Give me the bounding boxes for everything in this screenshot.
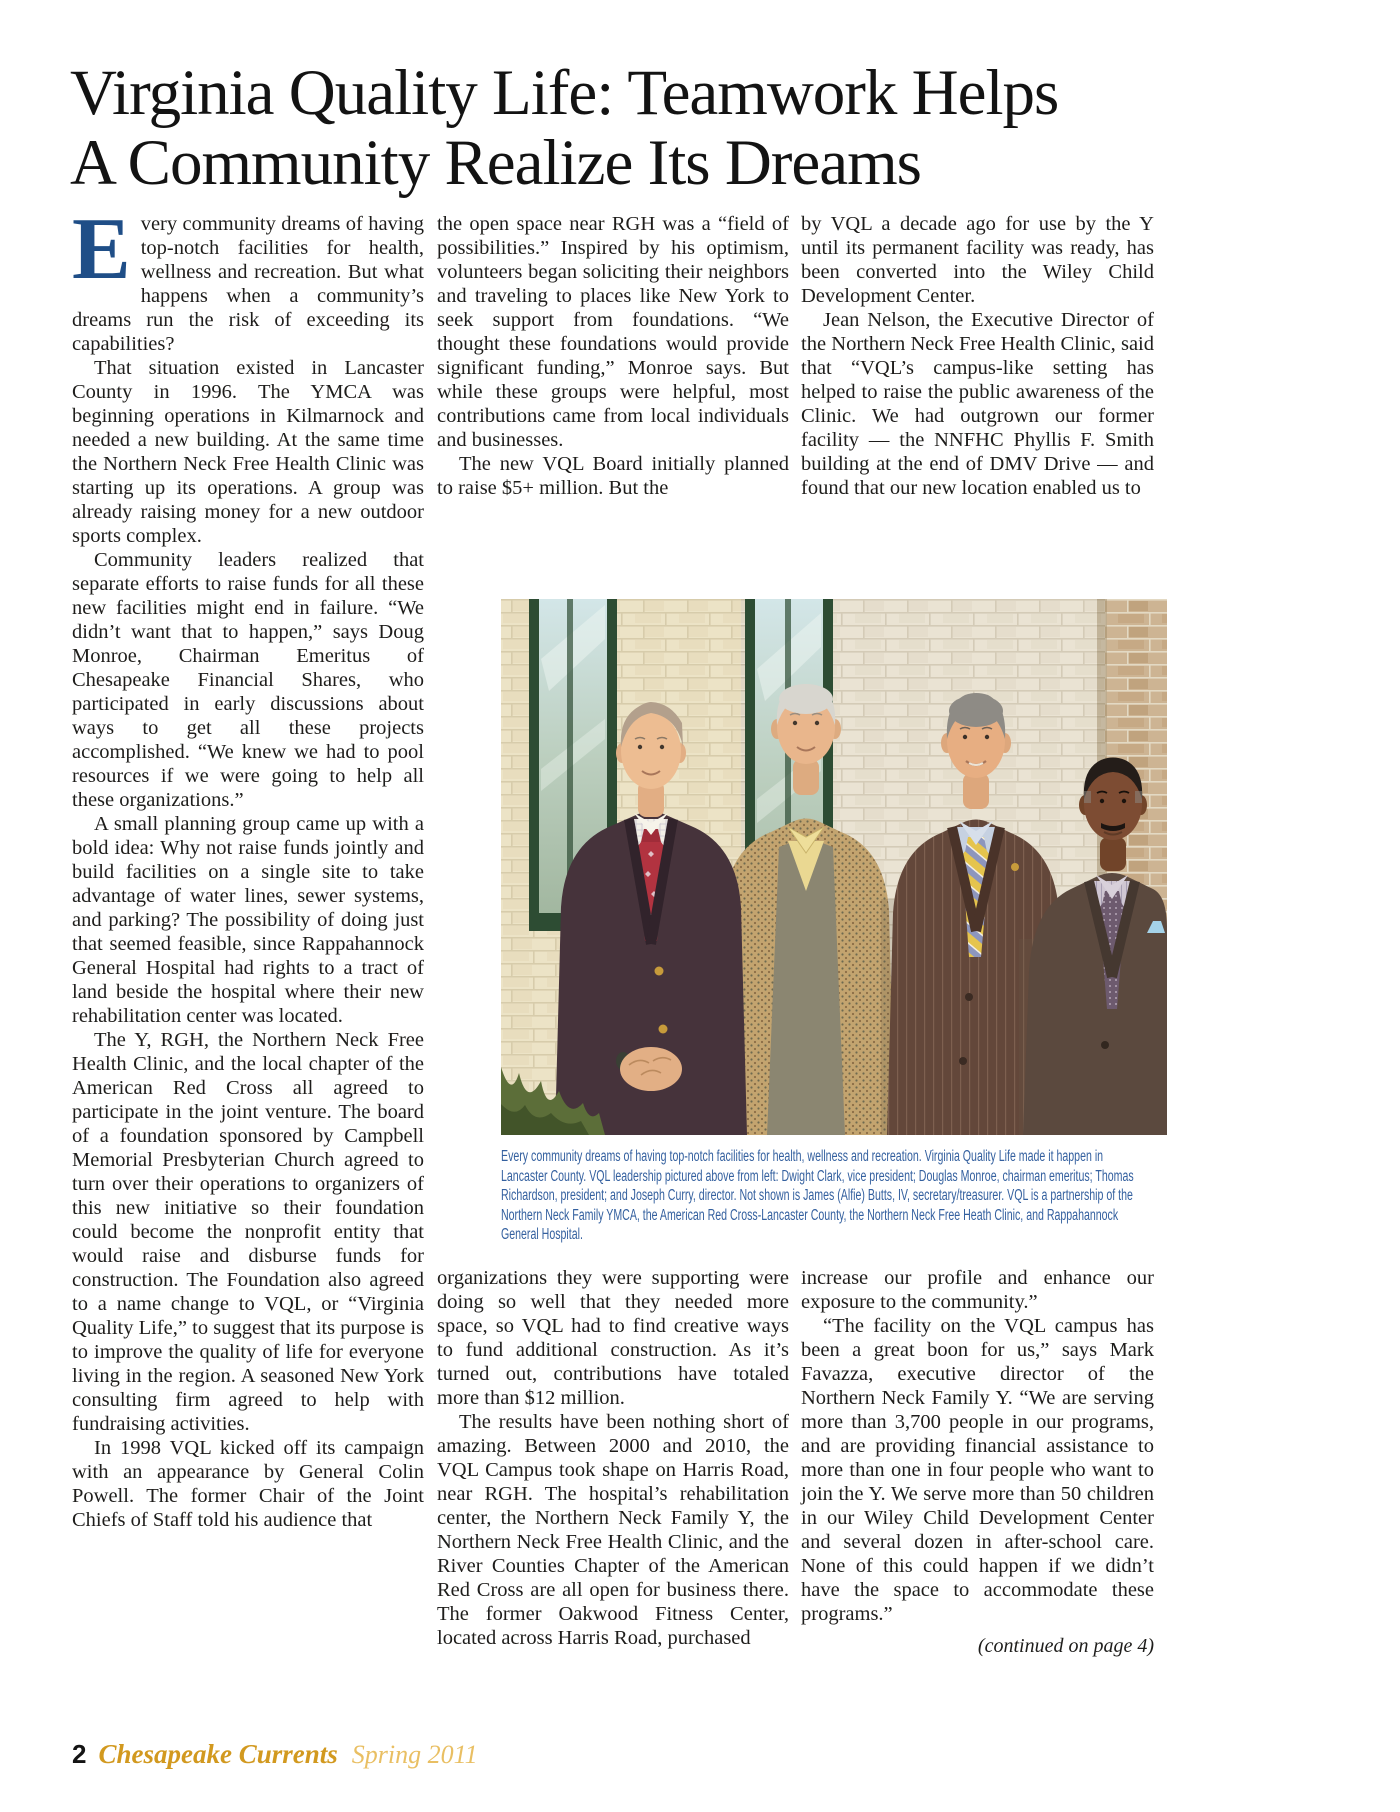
paragraph: increase our profile and enhance our exposure to the community.” [801,1267,1154,1313]
publication-name: Chesapeake Currents [98,1739,338,1769]
paragraph: That situation existed in Lancaster County in 1996. The YMCA was beginning operations in Kilmarnock and needed a new building. At the same time the Northern Neck Free Health Clinic was starting up its operations. A group was already raising money for a new outdoor sports complex. [72,357,424,547]
page-footer [72,1739,478,1770]
paragraph: The new VQL Board initially planned to raise $5+ million. But the [437,453,789,499]
paragraph: The results have been nothing short of amazing. Between 2000 and 2010, the VQL Campus took shape on Harris Road, near RGH. The hospital’s rehabilitation center, the Northern Neck Family Y, the Northern Neck Free Health Clinic, and the River Counties Chapter of the American Red Cross are all open for business there. The former Oakwood Fitness Center, located across Harris Road, purchased [437,1411,789,1649]
leadership-photo [501,599,1167,1135]
title-line-1: Virginia Quality Life: Teamwork Helps [70,57,1059,129]
paragraph: organizations they were supporting were doing so well that they needed more space, so VQL had to find creative ways to fund additional construction. As it’s turned out, contributions have totaled more than $12 million. [437,1267,789,1409]
title-line-2: A Community Realize Its Dreams [70,127,921,199]
paragraph: A small planning group came up with a bold idea: Why not raise funds jointly and build facilities on a single site to take advantage of water lines, sewer systems, and parking? The possibility of doing just that seemed feasible, since Rappahannock General Hospital had rights to a tract of land beside the hospital where their new rehabilitation center was located. [72,813,424,1027]
article-column-2-bottom [437,1266,789,1650]
photo-caption: Every community dreams of having top-notch facilities for health, wellness and recreation. Virginia Quality Life made it happen in Lancaster County. VQL leadership pictured above from left: Dwight Clark, vice president; Douglas Monroe, chairman emeritus; Thomas Richardson, president; and Joseph Curry, director. Not shown is James (Alfie) Butts, IV, secretary/treasurer. VQL is a partnership of the Northern Neck Family YMCA, the American Red Cross-Lancaster County, the Northern Neck Free Heath Clinic, and Rappahannock General Hospital. [501,1148,1134,1243]
paragraph: Community leaders realized that separate efforts to raise funds for all these new facilities might end in failure. “We didn’t want that to happen,” says Doug Monroe, Chairman Emeritus of Chesapeake Financial Shares, who participated in early discussions about ways to get all these projects accomplished. “We knew we had to pool resources if we were going to help all these organizations.” [72,549,424,811]
drop-cap: E [72,201,131,298]
issue-label: Spring 2011 [351,1740,478,1769]
article-column-1 [72,201,424,1532]
paragraph: In 1998 VQL kicked off its campaign with an appearance by General Colin Powell. The former Chair of the Joint Chiefs of Staff told his audience that [72,1437,424,1531]
paragraph: the open space near RGH was a “field of possibilities.” Inspired by his optimism, volunteers began soliciting their neighbors and traveling to places like New York to seek support from foundations. “We thought these foundations would provide significant funding,” Monroe says. But while these groups were helpful, most contributions came from local individuals and businesses. [437,213,789,451]
paragraph [72,201,424,356]
page-number: 2 [72,1739,87,1769]
article-column-3-bottom [801,1266,1154,1658]
paragraph-text: very community dreams of having top-notch facilities for health, wellness and recreation. But what happens when a community’s dreams run the risk of exceeding its capabilities? [72,213,424,355]
article-title [70,58,1058,198]
paragraph: The Y, RGH, the Northern Neck Free Health Clinic, and the local chapter of the American Red Cross all agreed to participate in the joint venture. The board of a foundation sponsored by Campbell Memorial Presbyterian Church agreed to turn over their operations to organizers of this new initiative so their foundation could become the nonprofit entity that would raise and disburse funds for construction. The Foundation also agreed to a name change to VQL, or “Virginia Quality Life,” to suggest that its purpose is to improve the quality of life for everyone living in the region. A seasoned New York consulting firm agreed to help with fundraising activities. [72,1029,424,1435]
article-column-3-top [801,212,1154,500]
paragraph: Jean Nelson, the Executive Director of the Northern Neck Free Health Clinic, said that “VQL’s campus-like setting has helped to raise the public awareness of the Clinic. We had outgrown our former facility — the NNFHC Phyllis F. Smith building at the end of DMV Drive — and found that our new location enabled us to [801,309,1154,499]
paragraph: by VQL a decade ago for use by the Y until its permanent facility was ready, has been converted into the Wiley Child Development Center. [801,213,1154,307]
continued-note: (continued on page 4) [977,1635,1154,1657]
paragraph: “The facility on the VQL campus has been a great boon for us,” says Mark Favazza, executive director of the Northern Neck Family Y. “We are serving more than 3,700 people in our programs, and are providing financial assistance to more than one in four people who want to join the Y. We serve more than 50 children in our Wiley Child Development Center and several dozen in after-school care. None of this could happen if we didn’t have the space to accommodate these programs.” [801,1315,1154,1625]
article-column-2-top [437,212,789,500]
